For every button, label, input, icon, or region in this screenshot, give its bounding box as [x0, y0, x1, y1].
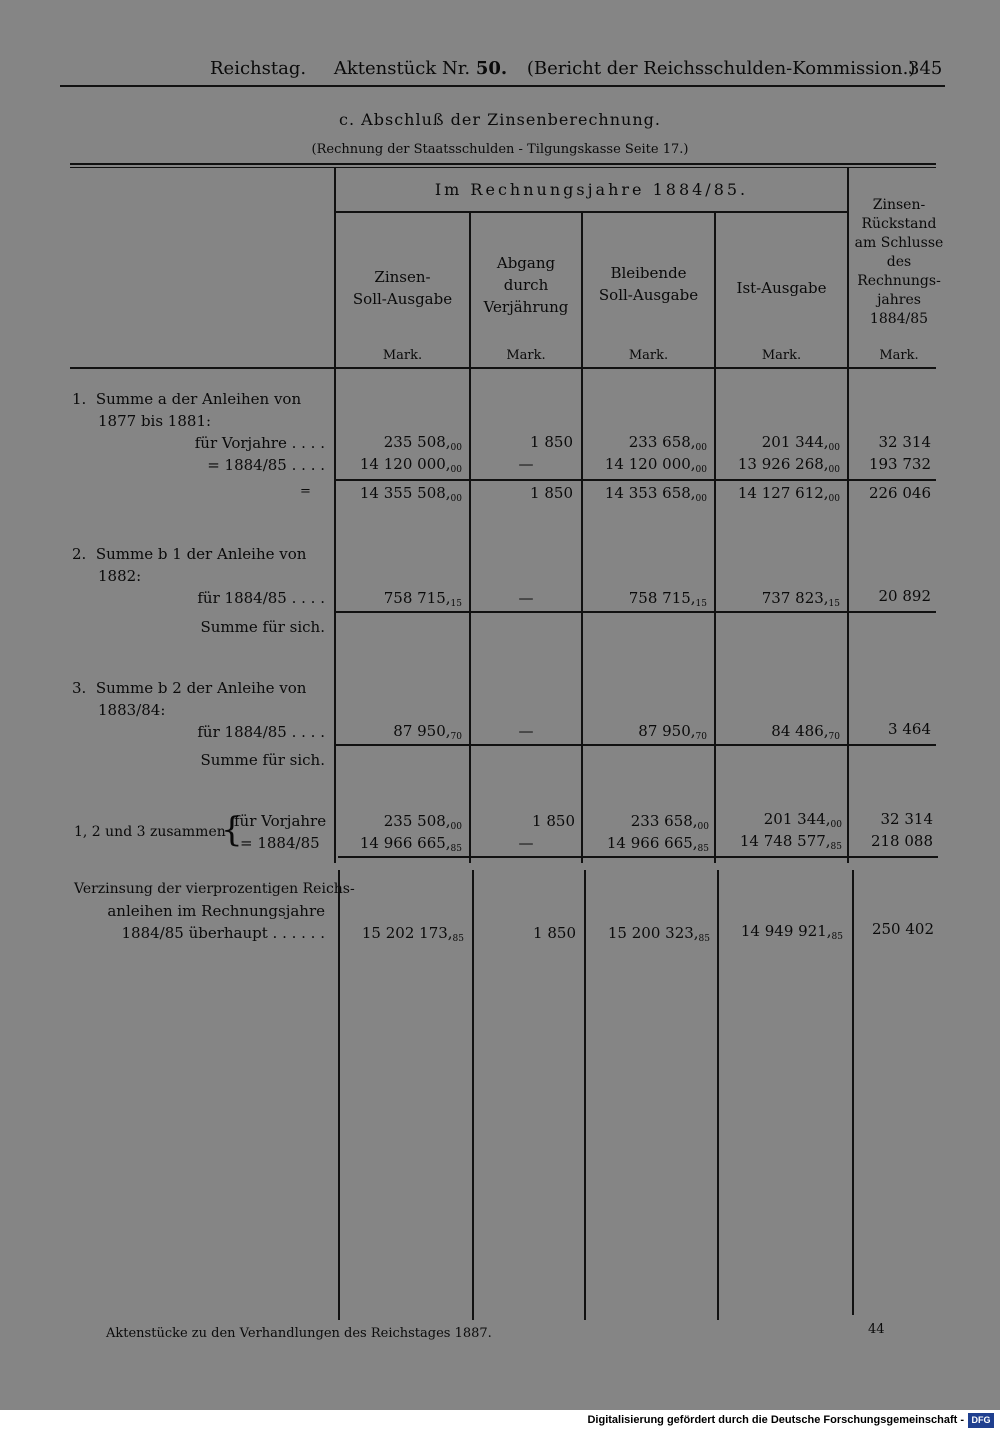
- b4-r1-label: für Vorjahre: [234, 812, 327, 830]
- dfg-notice: Digitalisierung gefördert durch die Deutsche Forschungsgemeinschaft -: [587, 1414, 964, 1426]
- b3-label: 3. Summe b 2 der Anleihe von: [72, 679, 307, 697]
- b1-r1-c5: 32 314: [878, 433, 931, 451]
- b2-r1-c4: 737 $823,_{15}$: [761, 589, 840, 609]
- b4-r2-c2: —: [518, 834, 534, 852]
- b1-sum-c4: 14 127 $612,_{00}$: [737, 484, 840, 504]
- b2-sum-rule: [336, 611, 936, 613]
- col5-head: Zinsen- Rückstand am Schlusse des Rechnungs- jahres 1884/85: [854, 197, 944, 327]
- b1-sum-c2: 1 850: [530, 484, 573, 502]
- footer-source: Aktenstücke zu den Verhandlungen des Reichstages 1887.: [106, 1326, 492, 1341]
- b5-r1-c3: 15 200 $323,_{85}$: [607, 924, 710, 944]
- b4-r2-label: = 1884/85: [240, 834, 320, 852]
- b1-r1-c3: 233 $658,_{00}$: [628, 433, 707, 453]
- table-top-rule: [70, 163, 936, 165]
- b1-sum-c1: 14 355 $508,_{00}$: [359, 484, 462, 504]
- b2-sum-label: Summe für sich.: [200, 618, 325, 636]
- b4-sum-rule: [338, 856, 938, 858]
- unit-col2: Mark.: [506, 348, 546, 363]
- b2-label: 2. Summe b 1 der Anleihe von: [72, 545, 307, 563]
- b2-r1-label: für 1884/85 . . . .: [197, 589, 325, 607]
- b4-brace: {: [221, 810, 243, 850]
- b1-label: 1. Summe a der Anleihen von: [72, 390, 302, 408]
- b1-r2-c2: —: [518, 455, 534, 473]
- b1-sum-rule: [336, 479, 936, 481]
- header-doc-number: 50.: [475, 58, 508, 79]
- b1-r2-c5: 193 732: [868, 455, 931, 473]
- b4-label: 1, 2 und 3 zusammen: [74, 824, 226, 840]
- head-bottom-rule: [70, 367, 936, 369]
- table-top-rule-2: [70, 167, 936, 168]
- dfg-logo[interactable]: DFG: [968, 1413, 994, 1428]
- sheet-number: 44: [868, 1322, 885, 1337]
- running-header: [210, 58, 915, 79]
- b4-r2-c5: 218 088: [870, 832, 933, 850]
- b4-r1-c2: 1 850: [532, 812, 575, 830]
- b5-r1-c4: 14 949 $921,_{85}$: [740, 922, 843, 942]
- b5-r1-c2: 1 850: [533, 924, 576, 942]
- b5-label-1: Verzinsung der vierprozentigen Reichs-: [74, 881, 355, 897]
- b2-r1-c3: 758 $715,_{15}$: [628, 589, 707, 609]
- b1-sum-c5: 226 046: [868, 484, 931, 502]
- col2-head: Abgang durch Verjährung: [483, 254, 569, 316]
- col-divider-3: [581, 213, 583, 863]
- b4-r1-c5: 32 314: [880, 810, 933, 828]
- header-left: Reichstag.: [210, 58, 307, 79]
- b4-r1-c4: 201 $344,_{00}$: [763, 810, 842, 830]
- b4-r2-c4: 14 748 $577,_{85}$: [739, 832, 842, 852]
- col1-head: Zinsen- Soll-Ausgabe: [352, 268, 453, 308]
- header-doc: Aktenstück Nr.: [333, 58, 471, 79]
- group-header: Im Rechnungsjahre 1884/85.: [434, 180, 749, 199]
- header-subtitle: (Bericht der Reichsschulden-Kommission.): [526, 58, 916, 79]
- b2-r1-c5: 20 892: [878, 587, 931, 605]
- b1-r1-c4: 201 $344,_{00}$: [761, 433, 840, 453]
- unit-col1: Mark.: [382, 348, 423, 363]
- b2-r1-c2: —: [518, 589, 534, 607]
- b2-label-year: 1882:: [98, 567, 142, 585]
- b3-r1-c4: 84 $486,_{70}$: [771, 722, 840, 742]
- unit-col5: Mark.: [879, 348, 919, 363]
- section-source: (Rechnung der Staatsschulden - Tilgungskasse Seite 17.): [311, 142, 689, 157]
- digitization-bar: [0, 1410, 1000, 1432]
- b3-r1-c5: 3 464: [888, 720, 931, 738]
- col4-head: Ist-Ausgabe: [736, 279, 827, 297]
- b1-sum-c3: 14 353 $658,_{00}$: [604, 484, 707, 504]
- b3-r1-c1: 87 $950,_{70}$: [393, 722, 462, 742]
- b1-sum-marker: =: [300, 484, 311, 499]
- b1-r2-c1: 14 120 $000,_{00}$: [359, 455, 462, 475]
- b1-r2-c4: 13 926 $268,_{00}$: [737, 455, 840, 475]
- unit-col4: Mark.: [761, 348, 802, 363]
- b4-r1-c3: 233 $658,_{00}$: [630, 812, 709, 832]
- b3-r1-label: für 1884/85 . . . .: [197, 723, 325, 741]
- b5-r1-c1: 15 202 $173,_{85}$: [361, 924, 464, 944]
- b3-r1-c3: 87 $950,_{70}$: [638, 722, 707, 742]
- b1-r1-c1: 235 $508,_{00}$: [383, 433, 462, 453]
- unit-col3: Mark.: [628, 348, 669, 363]
- b1-label-years: 1877 bis 1881:: [98, 412, 212, 430]
- b1-r1-label: für Vorjahre . . . .: [194, 434, 325, 452]
- b5-r1-c5: 250 402: [871, 920, 934, 938]
- section-title: c. Abschluß der Zinsenberechnung.: [339, 110, 661, 129]
- b4-r2-c1: 14 966 $665,_{85}$: [359, 834, 462, 854]
- page-number: 345: [908, 58, 943, 79]
- col3-head: Bleibende Soll-Ausgabe: [598, 264, 699, 304]
- header-rule: [60, 85, 945, 87]
- b2-r1-c1: 758 $715,_{15}$: [383, 589, 462, 609]
- b5-label-2: anleihen im Rechnungsjahre: [107, 902, 325, 920]
- b3-sum-label: Summe für sich.: [200, 751, 325, 769]
- b1-r2-label: = 1884/85 . . . .: [207, 456, 325, 474]
- b1-r1-c2: 1 850: [530, 433, 573, 451]
- col-divider-4: [714, 213, 716, 863]
- b4-r1-c1: 235 $508,_{00}$: [383, 812, 462, 832]
- group-rule: [336, 211, 847, 213]
- b3-r1-c2: —: [518, 722, 534, 740]
- b4-r2-c3: 14 966 $665,_{85}$: [606, 834, 709, 854]
- b5-label-3: 1884/85 überhaupt . . . . . .: [121, 924, 325, 942]
- b1-r2-c3: 14 120 $000,_{00}$: [604, 455, 707, 475]
- b3-label-year: 1883/84:: [98, 701, 166, 719]
- b3-sum-rule: [336, 744, 936, 746]
